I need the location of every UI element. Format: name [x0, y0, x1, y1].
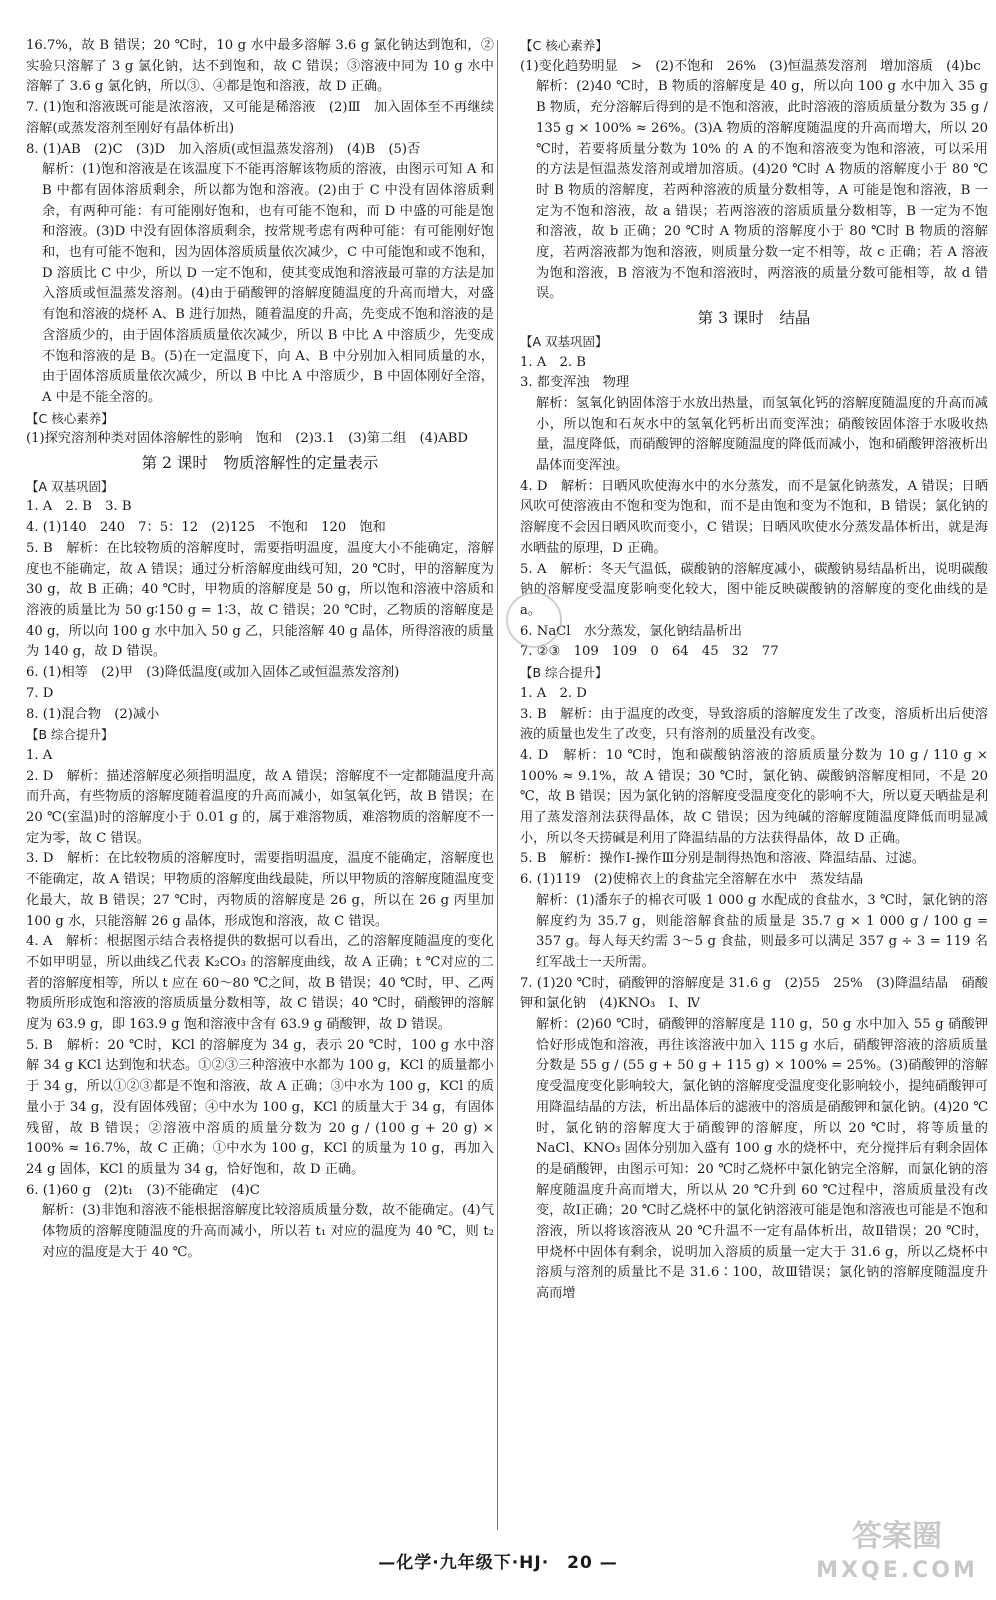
section-heading: 【A 双基巩固】: [520, 333, 608, 349]
section-heading: 【C 核心素养】: [26, 410, 114, 426]
stamp-mark: [506, 592, 562, 648]
answer-paragraph: 7. (1)20 ℃时，硝酸钾的溶解度是 31.6 g (2)55 25% (3)降温结晶 硝酸钾和氯化钠 (4)KNO₃ Ⅰ、Ⅳ: [520, 975, 988, 1012]
explanation-paragraph: 解析：(1)饱和溶液是在该温度下不能再溶解该物质的溶液，由图示可知 A 和 B 中都有固体溶质剩余，所以都为饱和溶液。(2)由于 C 中没有固体溶质剩余，有两种可能：有可能刚好饱和，也有可能不饱和，而 D 中盛的可能是饱和溶液。(3)D 中没有固体溶质剩余，按常规考虑有两种可能：有可能刚好饱和，也有可能不饱和，因为固体溶质质量依次减少，C 中可能饱和或不饱和，D 溶质比 C 中少，所以 D 一定不饱和，使其变成饱和溶液最可靠的方法是加入溶质或恒温蒸发溶剂。(4)由于硝酸钾的溶解度随温度的升高而增大，对盛有饱和溶液的烧杯 A、B 进行加热，随着温度的升高，先变成不饱和溶液的是含溶质少的，由于固体溶质质量依次减少，所以 B 中比 A 中溶质少，先变成不饱和溶液的是 B。(5)在一定温度下，向 A、B 中分别加入相同质量的水，由于固体溶质质量依次减少，所以 B 中比 A 中溶质少，B 中固体刚好全溶，A 中是不能全溶的。: [42, 162, 494, 405]
answer-paragraph: 8. (1)AB (2)C (3)D 加入溶质(或恒温蒸发溶剂) (4)B (5)否: [26, 141, 421, 157]
answer-paragraph: 1. A 2. B: [520, 354, 586, 370]
lesson-title: 第 2 课时 物质溶解性的定量表示: [141, 454, 379, 473]
section-heading: 【B 综合提升】: [520, 665, 608, 681]
answer-paragraph: 4. A 解析：根据图示结合表格提供的数据可以看出，乙的溶解度随温度的变化不如甲明显，所以曲线乙代表 K₂CO₃ 的溶解度曲线，故 A 正确；t ℃对应的二者的溶解度相等，所以 t 应在 60～80 ℃之间，故 B 错误；40 ℃时，甲、乙两物质所形成饱和溶液的溶质质量分数相等，故 C 错误；40 ℃时，硝酸钾的溶解度为 63.9 g，即 163.9 g 饱和溶液中含有 63.9 g 硝酸钾，故 D 错误。: [26, 934, 494, 1033]
page-footer: —化学·九年级下·HJ· 20 —: [378, 1553, 618, 1573]
answer-paragraph: 2. D 解析：描述溶解度必须指明温度，故 A 错误；溶解度不一定都随温度升高而升高，有些物质的溶解度随着温度的升高而减小，如氢氧化钙，故 B 错误；在 20 ℃(室温)时的溶解度小于 0.01 g 的，属于难溶物质，难溶物质的溶解度不一定为零，故 C 错误。: [26, 768, 494, 846]
explanation-paragraph: 解析：(1)潘东子的棉衣可吸 1 000 g 水配成的食盐水，3 ℃时，氯化钠的溶解度约为 35.7 g，则能溶解食盐的质量是 35.7 g × 1 000 g / 100 g = 357 g。每人每天约需 3～5 g 食盐，则最多可以满足 357 g ÷ 3 = 119 名红军战士一天所需。: [536, 892, 988, 970]
answer-paragraph: 4. D 解析：日晒风吹使海水中的水分蒸发，而不是氯化钠蒸发，A 错误；日晒风吹可使溶液由不饱和变为饱和，而不是由饱和变为不饱和，B 错误；氯化钠的溶解度不会因日晒风吹而变小，C 错误；日晒风吹使水分蒸发晶体析出，就是海水晒盐的原理，D 正确。: [520, 478, 988, 556]
answer-paragraph: 6. NaCl 水分蒸发，氯化钠结晶析出: [520, 623, 742, 639]
watermark-logo: [812, 1520, 982, 1590]
answer-paragraph: 5. B 解析：在比较物质的溶解度时，需要指明温度，温度大小不能确定，溶解度也不能确定，故 A 错误；通过分析溶解度曲线可知，20 ℃时，甲的溶解度为 30 g，故 B 正确；40 ℃时，甲物质的溶解度是 50 g，所以饱和溶液中溶质和溶液的质量比为 50 g∶150 g = 1∶3，故 C 错误；20 ℃时，乙物质的溶解度是 40 g，所以向 100 g 水中加入 50 g 乙，只能溶解 40 g 晶体，所得溶液的质量为 140 g，故 D 错误。: [26, 540, 494, 660]
answer-paragraph: 5. A 解析：冬天气温低，碳酸钠的溶解度减小，碳酸钠易结晶析出，说明碳酸钠的溶解度受温度影响变化较大，图中能反映碳酸钠的溶解度的变化曲线的是 a。: [520, 561, 988, 618]
answer-paragraph: 7. (1)饱和溶液既可能是浓溶液，又可能是稀溶液 (2)Ⅲ 加入固体至不再继续溶解(或蒸发溶剂至刚好有晶体析出): [26, 100, 494, 136]
answer-paragraph: 4. (1)140 240 7：5：12 (2)125 不饱和 120 饱和: [26, 520, 386, 536]
column-divider: [497, 40, 498, 1530]
answer-paragraph: 3. B 解析：由于温度的改变，导致溶质的溶解度发生了改变，溶质析出后使溶液的质量也发生了改变，只有溶剂的质量没有改变。: [520, 706, 988, 743]
answer-paragraph: (1)变化趋势明显 > (2)不饱和 26% (3)恒温蒸发溶剂 增加溶质 (4)bc: [520, 58, 981, 74]
answer-paragraph: 3. D 解析：在比较物质的溶解度时，需要指明温度，温度不能确定，溶解度也不能确定，故 A 错误；甲物质的溶解度曲线最陡，所以甲物质的溶解度随温度变化最大，故 B 错误；27 ℃时，丙物质的溶解度是 26 g，所以在 26 g 丙里加 100 g 水，只能溶解 26 g 晶体，形成饱和溶液，故 C 错误。: [26, 851, 494, 929]
right-column: [520, 36, 988, 1546]
answer-paragraph: 6. (1)119 (2)使棉衣上的食盐完全溶解在水中 蒸发结晶: [520, 872, 864, 888]
answer-paragraph: 5. B 解析：20 ℃时，KCl 的溶解度为 34 g，表示 20 ℃时，100 g 水中溶解 34 g KCl 达到饱和状态。①②③三种溶液中水都为 100 g，KCl 的质量都小于 34 g，所以①②③都是不饱和溶液，故 A 正确；③中水为 100 g，KCl 的质量小于 34 g，没有固体残留；④中水为 100 g，KCl 的质量大于 34 g，有固体残留，故 B 错误；②溶液中溶质的质量分数为 20 g / (100 g + 20 g) × 100% ≈ 16.7%，故 C 正确；①中水为 100 g，KCl 的质量为 10 g，再加入 24 g 固体，KCl 的质量为 34 g，恰好饱和，故 D 正确。: [26, 1037, 494, 1177]
answer-paragraph: 7. ②③ 109 109 0 64 45 32 77: [520, 644, 779, 660]
section-heading: 【B 综合提升】: [26, 727, 114, 743]
answer-paragraph: (1)探究溶剂种类对固体溶解性的影响 饱和 (2)3.1 (3)第二组 (4)ABD: [26, 431, 468, 447]
answer-paragraph: 1. A: [26, 747, 53, 763]
answer-paragraph: 8. (1)混合物 (2)减小: [26, 706, 160, 722]
answer-paragraph: 7. D: [26, 685, 54, 701]
answer-paragraph: 16.7%，故 B 错误；20 ℃时，10 g 水中最多溶解 3.6 g 氯化钠达到饱和，②实验只溶解了 3 g 氯化钠，达不到饱和，故 C 错误；③溶液中同为 10 g 水中溶解了 3.6 g 氯化钠，所以③、④都是饱和溶液，故 D 正确。: [26, 38, 494, 95]
answer-paragraph: 1. A 2. D: [520, 685, 587, 701]
answer-paragraph: 3. 都变浑浊 物理: [520, 375, 630, 391]
answer-paragraph: 4. D 解析：10 ℃时，饱和碳酸钠溶液的溶质质量分数为 10 g / 110 g × 100% ≈ 9.1%，故 A 错误；30 ℃时，氯化钠、碳酸钠溶解度相同，不是 20 ℃，故 B 错误；因为氯化钠的溶解度受温度变化的影响不大，所以夏天晒盐是利用了蒸发溶剂法获得晶体，故 C 错误；因为纯碱的溶解度随温度降低而明显减小，所以冬天捞碱是利用了降温结晶的方法获得晶体，故 D 正确。: [520, 747, 988, 846]
explanation-paragraph: 解析：(3)非饱和溶液不能根据溶解度比较溶质质量分数，故不能确定。(4)气体物质的溶解度随温度的升高而减小，所以若 t₁ 对应的温度为 40 ℃，则 t₂ 对应的温度是大于 40 ℃。: [42, 1203, 494, 1260]
explanation-paragraph: 解析：(2)60 ℃时，硝酸钾的溶解度是 110 g，50 g 水中加入 55 g 硝酸钾恰好形成饱和溶液，再往该溶液中加入 115 g 水后，硝酸钾溶液的溶质质量分数是 55 g / (55 g + 50 g + 115 g) × 100% = 25%。(3)硝酸钾的溶解度受温度变化影响较大，氯化钠的溶解度受温度变化影响较小，提纯硝酸钾可用降温结晶的方法，析出晶体后的滤液中的溶质是硝酸钾和氯化钠。(4)20 ℃时，氯化钠的溶解度大于硝酸钾的溶解度，所以 20 ℃时，将等质量的 NaCl、KNO₃ 固体分别加入盛有 100 g 水的烧杯中，充分搅拌后有剩余固体的是硝酸钾，由图示可知：20 ℃时乙烧杯中氯化钠完全溶解，而氯化钠的溶解度随温度升高而增大，所以从 20 ℃升到 60 ℃过程中，溶质质量没有改变，故Ⅰ正确；20 ℃时乙烧杯中的氯化钠溶液可能是饱和溶液也可能是不饱和溶液，所以将该溶液从 20 ℃升温不一定有晶体析出，故Ⅱ错误；20 ℃时，甲烧杯中固体有剩余，说明加入溶质的质量一定大于 31.6 g，所以乙烧杯中溶质与溶剂的质量比不是 31.6∶100，故Ⅲ错误；氯化钠的溶解度随温度升高而增: [536, 1017, 988, 1302]
left-column: [26, 36, 494, 1546]
explanation-paragraph: 解析：氢氧化钠固体溶于水放出热量，而氢氧化钙的溶解度随温度的升高而减小，所以饱和石灰水中的氢氧化钙析出而变浑浊；硝酸铵固体溶于水吸收热量，温度降低，而硝酸钾的溶解度随温度的降低而减小，饱和硝酸钾溶液析出晶体而变浑浊。: [536, 395, 988, 474]
answer-paragraph: 6. (1)相等 (2)甲 (3)降低温度(或加入固体乙或恒温蒸发溶剂): [26, 665, 400, 681]
lesson-title: 第 3 课时 结晶: [697, 309, 811, 328]
watermark-line1: 答案圈: [852, 1519, 942, 1554]
answer-paragraph: 5. B 解析：操作Ⅰ-操作Ⅲ分别是制得热饱和溶液、降温结晶、过滤。: [520, 851, 925, 867]
answer-paragraph: 1. A 2. B 3. B: [26, 499, 132, 515]
section-heading: 【A 双基巩固】: [26, 478, 114, 494]
explanation-paragraph: 解析：(2)40 ℃时，B 物质的溶解度是 40 g，所以向 100 g 水中加入 35 g B 物质，充分溶解后得到的是不饱和溶液，此时溶液的溶质质量分数为 35 g / 135 g × 100% ≈ 26%。(3)A 物质的溶解度随温度的升高而增大，所以 20 ℃时，若要将质量分数为 10% 的 A 的不饱和溶液变为饱和溶液，可以采用的方法是恒温蒸发溶剂或增加溶质。(4)20 ℃时 A 物质的溶解度小于 80 ℃时 B 物质的溶解度，若两种溶液的质量分数相等，A 可能是饱和溶液，B 一定为不饱和溶液，故 a 错误；若两溶液的溶质质量分数相等，B 一定为不饱和溶液，故 b 正确；20 ℃时 A 物质的溶解度小于 80 ℃时 B 物质的溶解度，若两溶液都为饱和溶液，则质量分数一定不相等，故 c 正确；若 A 溶液为饱和溶液，B 溶液为不饱和溶液时，两溶液的质量分数可能相等，故 d 错误。: [536, 79, 988, 302]
watermark-line2: MXQE.COM: [816, 1558, 978, 1583]
section-heading: 【C 核心素养】: [520, 38, 608, 53]
answer-paragraph: 6. (1)60 g (2)t₁ (3)不能确定 (4)C: [26, 1182, 260, 1198]
